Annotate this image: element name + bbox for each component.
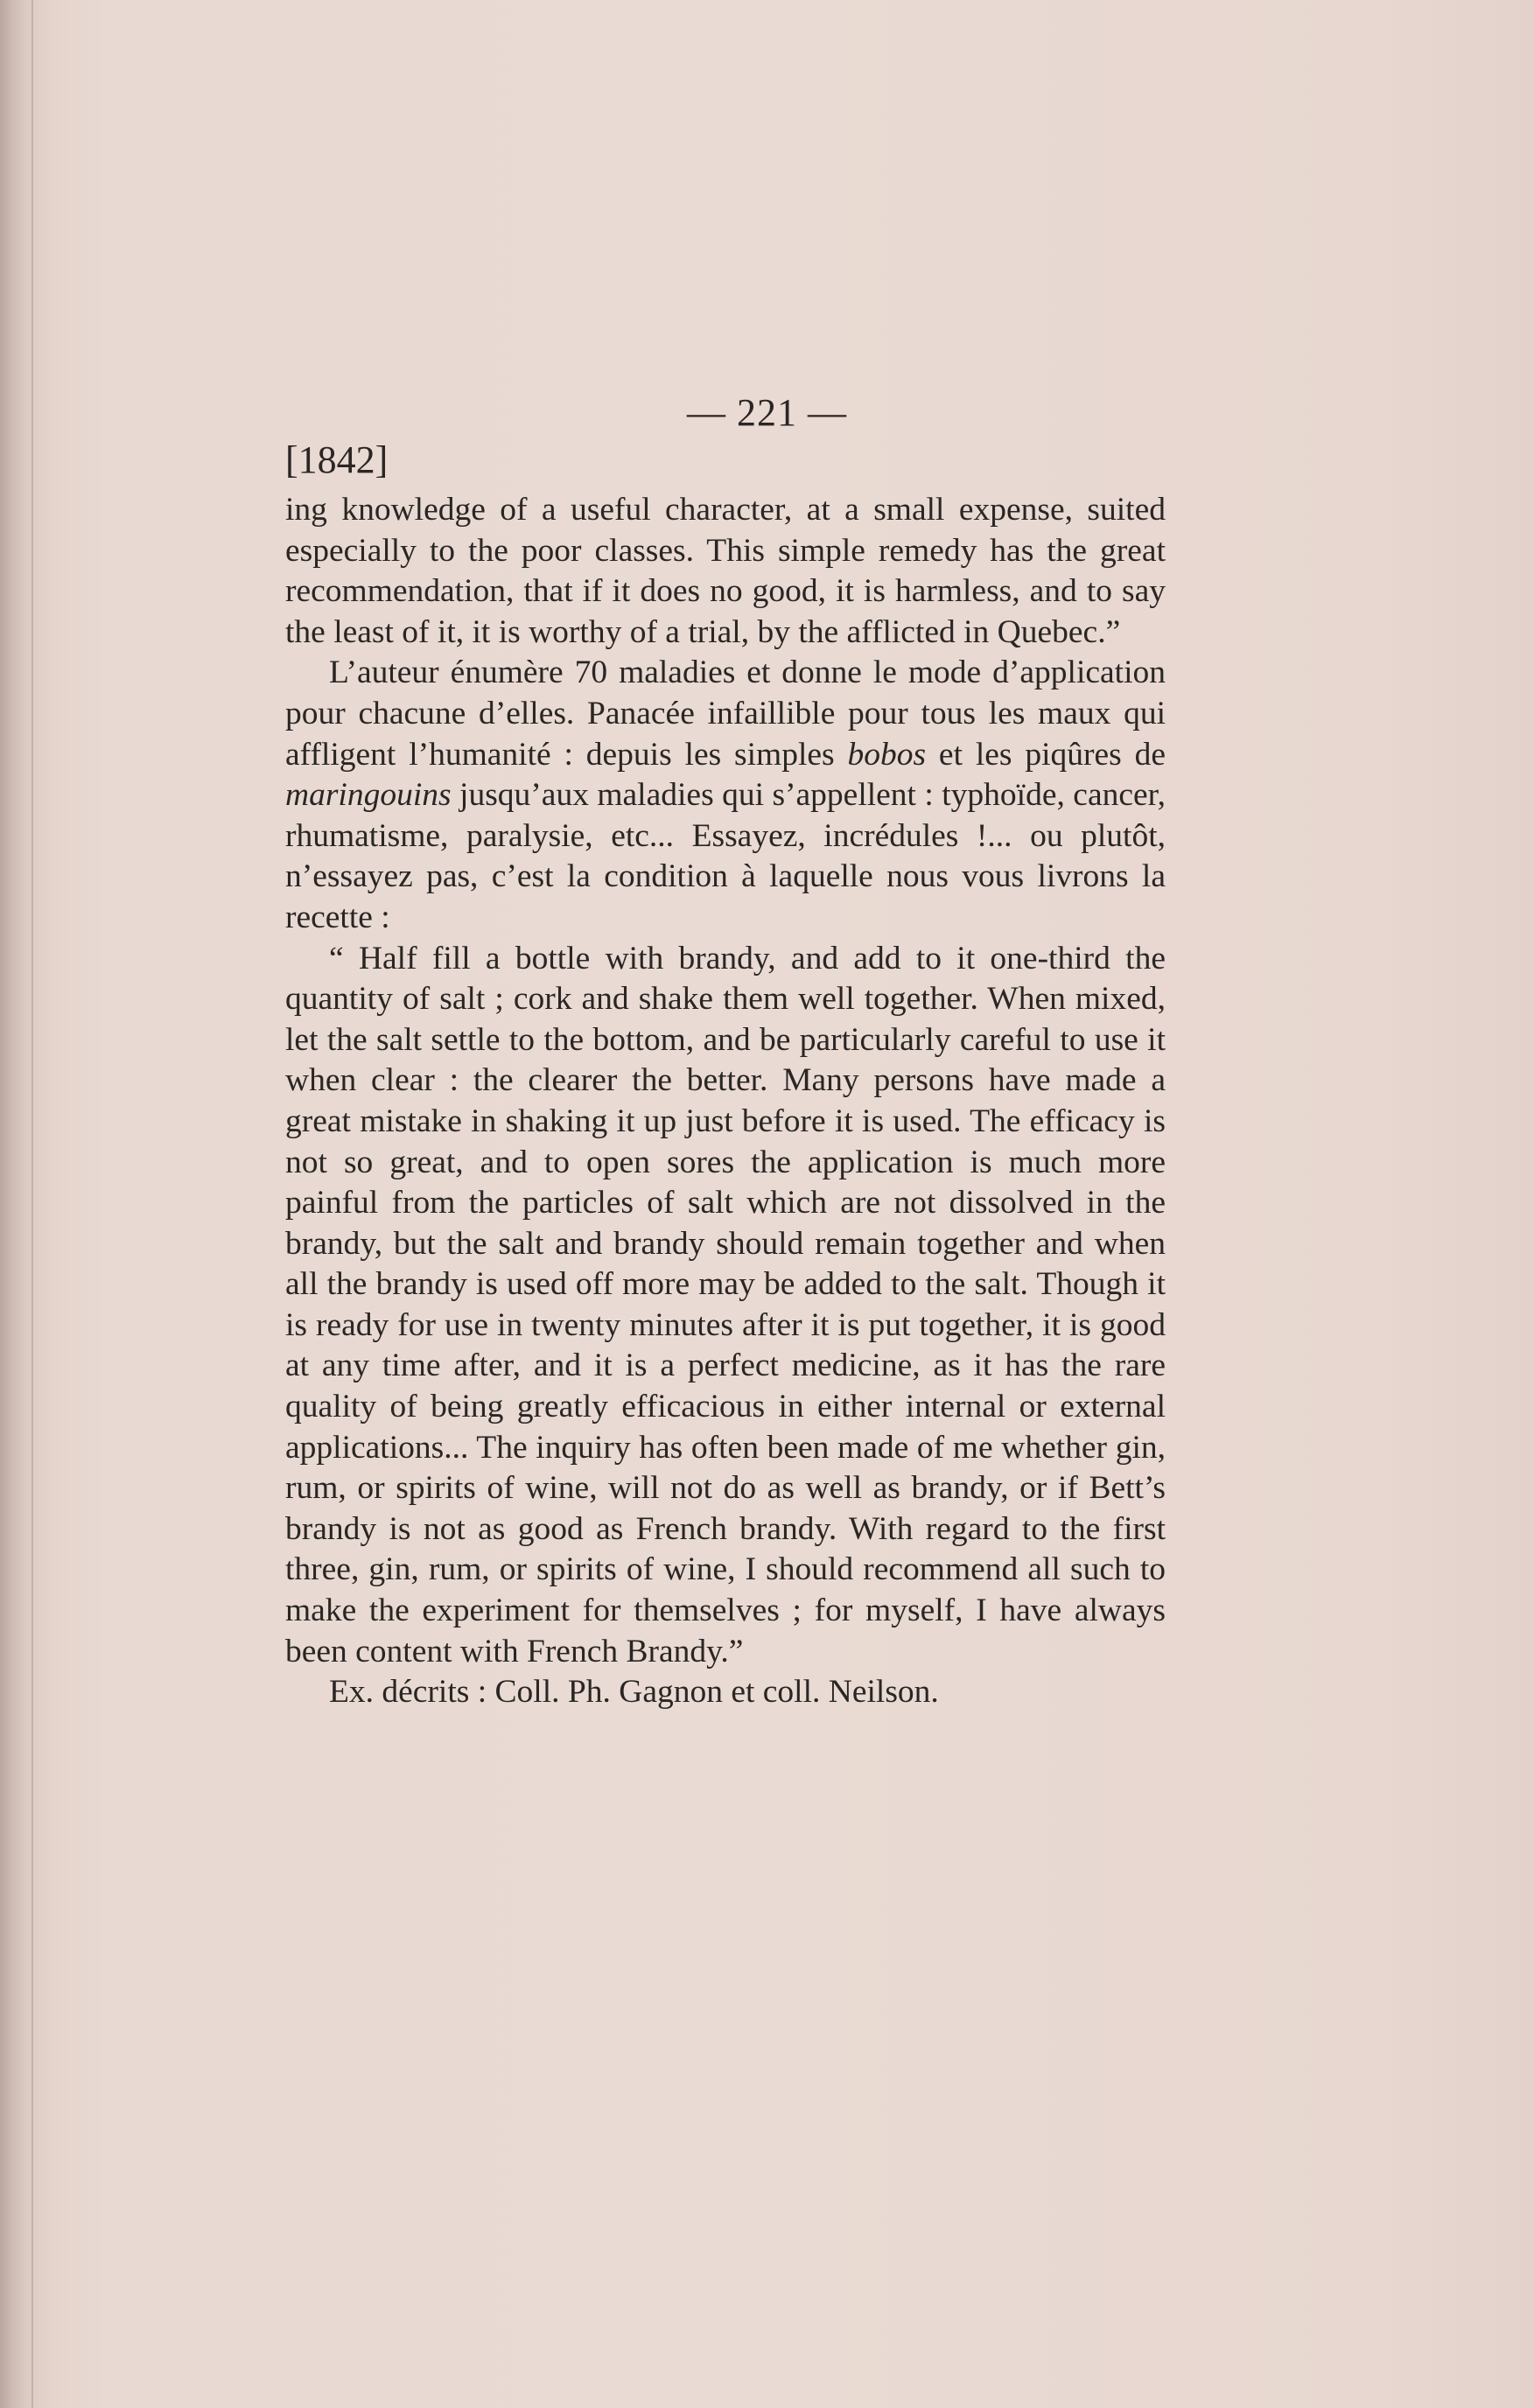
- paragraph-recipe-quote: “ Half fill a bottle with brandy, and add to it one-third the quantity of salt ; cork and shake them well together. When mixed, let the salt settle to the bottom, and be particularly careful to use it when clear : the clearer the better. Many persons have made a great mistake in shaking it up just before it is used. The efficacy is not so great, and to open sores the application is much more painful from the particles of salt which are not dissolved in the brandy, but the salt and brandy should remain together and when all the brandy is used off more may be added to the salt. Though it is ready for use in twenty minutes after it is put together, it is good at any time after, and it is a perfect medicine, as it has the rare quality of being greatly efficacious in either internal or external applications... The inquiry has often been made of me whether gin, rum, or spirits of wine, will not do as well as brandy, or if Bett’s brandy is not as good as French brandy. With regard to the first three, gin, rum, or spirits of wine, I should recommend all such to make the experiment for themselves ; for myself, I have always been content with French Brandy.”: [285, 940, 1166, 1670]
- paragraph-continuation: ing knowledge of a useful character, at a small expense, suited especially to the poor classes. This simple remedy has the great recommendation, that if it does no good, it is harmless, and to say the least of it, it is worthy of a trial, by the afflicted in Quebec.”: [285, 492, 1166, 650]
- paragraph-text: jusqu’aux maladies qui s’appellent : typhoïde, cancer, rhumatisme, paralysie, etc... Essayez, incrédules !... ou plutôt, n’essayez pas, c’est la condition à laquelle nous vous livrons la recette :: [285, 777, 1166, 935]
- body-text: [285, 490, 1166, 1713]
- page-gutter: [32, 0, 33, 2408]
- italic-term-bobos: bobos: [847, 736, 927, 773]
- paragraph-examples-described: Ex. décrits : Coll. Ph. Gagnon et coll. Neilson.: [329, 1674, 939, 1711]
- paragraph-text: et les piqûres de: [926, 736, 1166, 773]
- page-number: — 221 —: [687, 391, 847, 434]
- italic-term-maringouins: maringouins: [285, 777, 452, 814]
- paragraph-french-commentary: [285, 653, 1166, 938]
- year-marker: [1842]: [285, 438, 389, 481]
- paragraph-text: L’auteur énumère 70 maladies et donne le mode d’application pour chacune d’elles. Panacée infaillible pour tous les maux qui affligent l’humanité : depuis les simples: [285, 654, 1166, 773]
